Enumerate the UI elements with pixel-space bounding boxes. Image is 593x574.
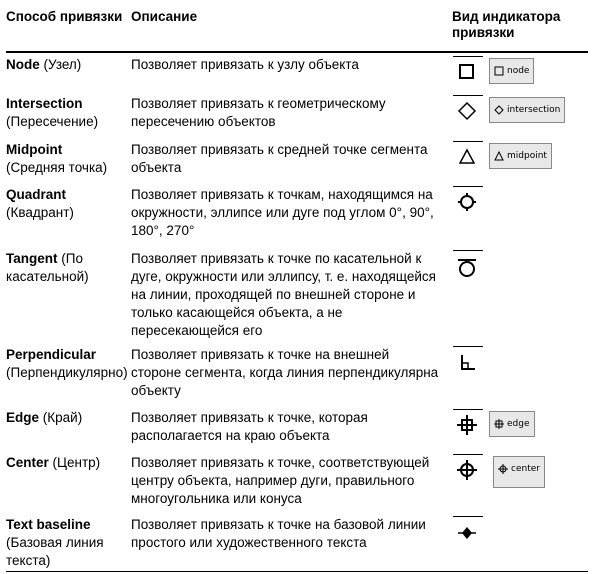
method-name: Intersection	[6, 96, 83, 111]
indicator-cell	[453, 409, 588, 449]
header-method: Способ привязки	[6, 9, 123, 24]
midpoint-tooltip: midpoint	[489, 143, 552, 169]
text-baseline-snap-icon	[453, 516, 483, 545]
method-alt: (Край)	[42, 410, 83, 425]
method-cell	[6, 56, 131, 74]
description-cell: Позволяет привязать к средней точке сегмента объекта	[131, 142, 428, 175]
description-cell: Позволяет привязать к точке, которая располагается на краю объекта	[131, 410, 368, 443]
description-cell: Позволяет привязать к точке, соответствующей центру объекта, например дуги, правильного многоугольника или конуса	[131, 455, 430, 506]
method-alt: (Узел)	[43, 57, 82, 72]
indicator-cell	[453, 141, 588, 181]
description-cell: Позволяет привязать к точке на внешней стороне сегмента, когда линия перпендикулярна объекту	[131, 347, 439, 398]
intersection-tooltip: intersection	[489, 97, 565, 123]
header-indicator: Вид индикатора привязки	[452, 9, 561, 40]
triangle-snap-icon	[453, 141, 483, 170]
indicator-cell	[453, 186, 588, 226]
indicator-cell	[453, 454, 588, 494]
description-cell: Позволяет привязать к точке на базовой линии простого или художественного текста	[131, 517, 426, 550]
method-cell	[6, 346, 131, 382]
method-alt: (Центр)	[52, 455, 101, 470]
center-snap-icon	[453, 454, 483, 483]
square-snap-icon	[453, 56, 483, 85]
indicator-cell	[453, 516, 588, 556]
method-alt: (Средняя точка)	[6, 160, 108, 175]
edge-tooltip: edge	[489, 411, 535, 437]
method-name: Edge	[6, 410, 40, 425]
method-alt: (Перпендикулярно)	[6, 365, 128, 380]
center-tooltip: center	[493, 456, 545, 488]
method-name: Tangent	[6, 251, 58, 266]
indicator-cell	[453, 346, 588, 386]
indicator-cell	[453, 95, 588, 135]
method-name: Center	[6, 455, 49, 470]
table-header	[6, 6, 588, 46]
description-cell: Позволяет привязать к узлу объекта	[131, 57, 359, 72]
method-alt: (По касательной)	[6, 251, 89, 284]
node-tooltip: node	[489, 58, 534, 84]
header-divider	[6, 51, 588, 53]
description-cell: Позволяет привязать к точкам, находящимся на окружности, эллипсе или дуге под углом 0°, 90°, 180°, 270°	[131, 187, 434, 238]
method-alt: (Квадрант)	[6, 205, 74, 220]
quadrant-snap-icon	[453, 186, 483, 215]
method-cell	[6, 186, 131, 222]
method-name: Text baseline	[6, 517, 91, 532]
method-name: Perpendicular	[6, 347, 97, 362]
description-cell: Позволяет привязать к геометрическому пересечению объектов	[131, 96, 386, 129]
method-cell	[6, 454, 131, 472]
indicator-cell	[453, 250, 588, 290]
header-description: Описание	[131, 9, 198, 24]
method-cell	[6, 95, 131, 131]
tangent-snap-icon	[453, 250, 483, 279]
edge-snap-icon	[453, 409, 483, 438]
method-name: Node	[6, 57, 40, 72]
method-name: Quadrant	[6, 187, 67, 202]
method-cell	[6, 516, 131, 570]
diamond-snap-icon	[453, 95, 483, 124]
method-name: Midpoint	[6, 142, 63, 157]
indicator-cell	[453, 56, 588, 96]
method-alt: (Пересечение)	[6, 114, 99, 129]
method-cell	[6, 250, 131, 286]
description-cell: Позволяет привязать к точке по касательной к дуге, окружности или эллипсу, т. е. находящейся на линии, проходящей по внешней стороне и только касающейся объекта, а не пересекающейся его	[131, 251, 436, 338]
table-bottom-rule	[6, 571, 588, 572]
method-cell	[6, 409, 131, 427]
perpendicular-snap-icon	[453, 346, 483, 375]
method-cell	[6, 141, 131, 177]
method-alt: (Базовая линия текста)	[6, 535, 104, 568]
